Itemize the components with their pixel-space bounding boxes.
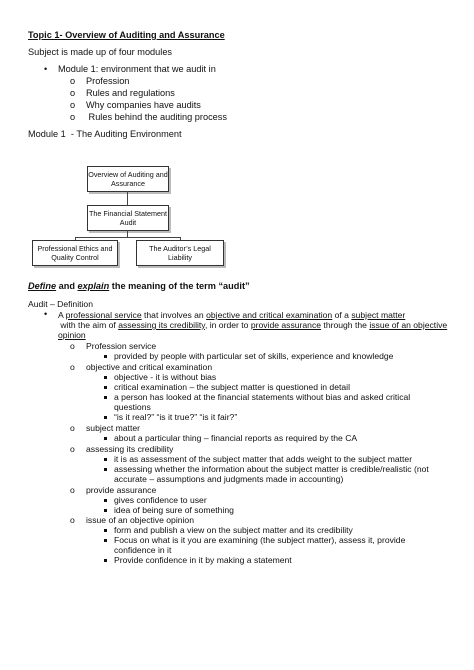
- square-bullet-icon: [104, 396, 107, 399]
- module-sub-item: Rules behind the auditing process: [86, 112, 227, 122]
- module-heading: Module 1 - The Auditing Environment: [28, 129, 182, 139]
- square-bullet-icon: [104, 355, 107, 358]
- circle-bullet-icon: o: [70, 112, 76, 122]
- outline-item: provided by people with particular set of skills, experience and knowledge: [114, 351, 394, 361]
- square-bullet-icon: [104, 416, 107, 419]
- module-sub-item: Profession: [86, 76, 130, 86]
- connector-line: [127, 191, 128, 205]
- square-bullet-icon: [104, 559, 107, 562]
- outline-item: objective - it is without bias: [114, 372, 217, 382]
- definition-key-term: objective and critical examination: [206, 310, 333, 320]
- connector-line: [127, 230, 128, 237]
- outline-item: form and publish a view on the subject matter and its credibility: [114, 525, 353, 535]
- definition-part: that involves an: [141, 310, 207, 320]
- module-main-item: Module 1: environment that we audit in: [58, 64, 216, 74]
- module-bullet-icon: •: [44, 64, 48, 74]
- diagram-box-label: Professional Ethics and Quality Control: [37, 244, 113, 262]
- definition-key-term: professional service: [65, 310, 142, 320]
- outline-item: assessing whether the information about the subject matter is credible/realistic (not accurate – assumptions and judgments made in accounting): [114, 464, 429, 484]
- circle-bullet-icon: o: [70, 362, 75, 372]
- outline-heading: provide assurance: [86, 485, 157, 495]
- page-title: Topic 1- Overview of Auditing and Assurance: [28, 30, 225, 40]
- definition-bullet-icon: •: [44, 309, 48, 319]
- definition-key-term: provide assurance: [250, 320, 322, 330]
- outline-heading: assessing its credibility: [86, 444, 174, 454]
- square-bullet-icon: [104, 437, 107, 440]
- square-bullet-icon: [104, 539, 107, 542]
- heading-rest: the meaning of the term “audit”: [109, 281, 250, 291]
- outline-heading: objective and critical examination: [86, 362, 213, 372]
- definition-part: of a: [332, 310, 352, 320]
- outline-item: Focus on what is it you are examining (the subject matter), assess it, provide confidence in it: [114, 535, 406, 555]
- heading-explain: explain: [77, 281, 110, 291]
- diagram-box-label: The Financial Statement Audit: [89, 209, 167, 227]
- diagram-box-label: Overview of Auditing and Assurance: [88, 170, 168, 188]
- square-bullet-icon: [104, 376, 107, 379]
- definition-part: A: [58, 310, 66, 320]
- outline-item: critical examination – the subject matter is questioned in detail: [114, 382, 350, 392]
- connector-line: [75, 237, 180, 238]
- outline-item: about a particular thing – financial reports as required by the CA: [114, 433, 358, 443]
- square-bullet-icon: [104, 458, 107, 461]
- circle-bullet-icon: o: [70, 423, 75, 433]
- heading-and: and: [56, 281, 78, 291]
- outline-item: Provide confidence in it by making a statement: [114, 555, 292, 565]
- outline-item: “is it real?” “is it true?” “is it fair?”: [114, 412, 238, 422]
- outline-item: gives confidence to user: [114, 495, 207, 505]
- diagram-box-overview: [87, 166, 169, 192]
- circle-bullet-icon: o: [70, 485, 75, 495]
- diagram-box-label: The Auditor’s Legal Liability: [149, 244, 211, 262]
- module-sub-item: Why companies have audits: [86, 100, 201, 110]
- definition-part: through the: [321, 320, 370, 330]
- square-bullet-icon: [104, 499, 107, 502]
- square-bullet-icon: [104, 468, 107, 471]
- definition-part: with the aim of: [58, 320, 119, 330]
- outline-heading: Profession service: [86, 341, 157, 351]
- module-sub-item: Rules and regulations: [86, 88, 175, 98]
- outline-item: idea of being sure of something: [114, 505, 234, 515]
- intro-text: Subject is made up of four modules: [28, 47, 173, 57]
- heading-define: Define: [28, 281, 57, 291]
- circle-bullet-icon: o: [70, 444, 75, 454]
- definition-key-term: issue of an objective opinion: [58, 320, 448, 340]
- section-heading: [28, 281, 250, 292]
- circle-bullet-icon: o: [70, 341, 75, 351]
- diagram-box-financial-audit: [87, 205, 169, 231]
- diagram-box-ethics: [32, 240, 118, 266]
- outline-item: it is as assessment of the subject matter that adds weight to the subject matter: [114, 454, 413, 464]
- definition-text: [58, 310, 453, 340]
- square-bullet-icon: [104, 386, 107, 389]
- circle-bullet-icon: o: [70, 76, 76, 86]
- outline-item: a person has looked at the financial statements without bias and asked critical questions: [114, 392, 411, 412]
- definition-key-term: assessing its credibility: [118, 320, 205, 330]
- outline-heading: issue of an objective opinion: [86, 515, 194, 525]
- definition-key-term: subject matter: [351, 310, 406, 320]
- outline-heading: subject matter: [86, 423, 140, 433]
- definition-part: , in order to: [204, 320, 251, 330]
- diagram-box-legal-liability: [136, 240, 224, 266]
- square-bullet-icon: [104, 509, 107, 512]
- circle-bullet-icon: o: [70, 100, 76, 110]
- square-bullet-icon: [104, 529, 107, 532]
- circle-bullet-icon: o: [70, 515, 75, 525]
- definition-label: Audit – Definition: [28, 299, 93, 309]
- circle-bullet-icon: o: [70, 88, 76, 98]
